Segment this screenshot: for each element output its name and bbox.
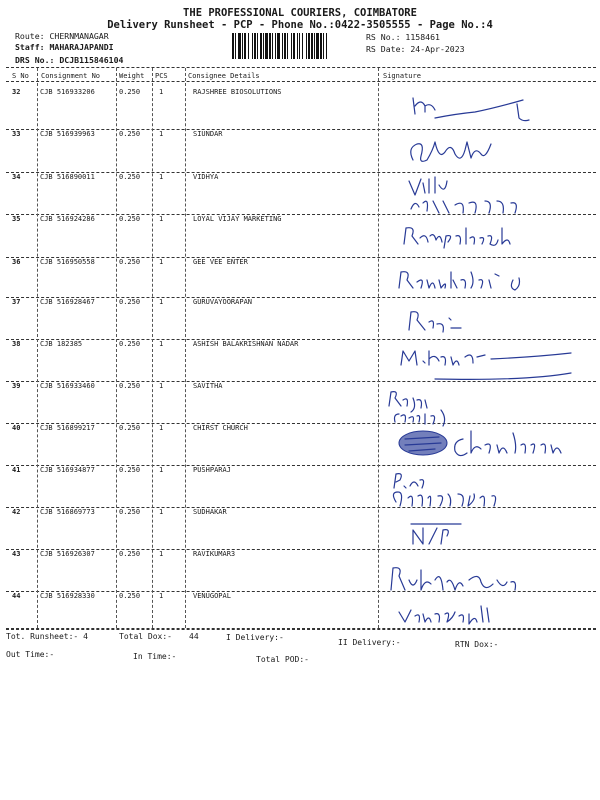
row-consignee-name: VIDHYA bbox=[193, 173, 219, 181]
row-consignee-name: GURUVAYOORAPAN bbox=[193, 298, 253, 306]
row-sno: 32 bbox=[12, 88, 21, 96]
row-consignee-name: SAVITHA bbox=[193, 382, 223, 390]
barcode-bar bbox=[327, 33, 329, 59]
col-header-signature: Signature bbox=[383, 72, 421, 80]
col-header-weight: Weight bbox=[119, 72, 145, 80]
row-pcs: 1 bbox=[159, 424, 164, 432]
column-divider bbox=[37, 68, 38, 628]
row-sno: 35 bbox=[12, 215, 21, 223]
total-dox-label: Total Dox:- bbox=[119, 632, 172, 641]
row-sno: 38 bbox=[12, 340, 21, 348]
row-consignment-no: CJB 516924286 bbox=[40, 215, 95, 223]
row-pcs: 1 bbox=[159, 130, 164, 138]
row-sno: 33 bbox=[12, 130, 21, 138]
barcode-image bbox=[232, 33, 360, 59]
row-pcs: 1 bbox=[159, 508, 164, 516]
row-sno: 39 bbox=[12, 382, 21, 390]
row-weight: 0.250 bbox=[119, 382, 141, 390]
row-sno: 42 bbox=[12, 508, 21, 516]
row-consignee-name: PUSHPARAJ bbox=[193, 466, 231, 474]
row-consignee-name: CHIRST CHURCH bbox=[193, 424, 248, 432]
route-label: Route: CHERNMANAGAR bbox=[15, 31, 109, 41]
row-weight: 0.250 bbox=[119, 340, 141, 348]
signature-row-38 bbox=[395, 343, 575, 385]
signature-row-40 bbox=[395, 425, 575, 465]
signature-row-34 bbox=[405, 173, 525, 215]
row-sno: 37 bbox=[12, 298, 21, 306]
footer-top-rule bbox=[6, 629, 596, 630]
signature-row-41 bbox=[388, 470, 538, 512]
col-header-pcs: PCS bbox=[155, 72, 168, 80]
drs-number: DRS No.: DCJB115846104 bbox=[15, 55, 124, 65]
total-dox-value: 44 bbox=[189, 632, 199, 641]
row-weight: 0.250 bbox=[119, 424, 141, 432]
out-time: Out Time:- bbox=[6, 650, 55, 659]
rtn-dox: RTN Dox:- bbox=[455, 640, 499, 649]
row-sno: 43 bbox=[12, 550, 21, 558]
row-consignment-no: CJB 516928330 bbox=[40, 592, 95, 600]
row-sno: 44 bbox=[12, 592, 21, 600]
row-consignment-no: CJB 516933206 bbox=[40, 88, 95, 96]
row-consignee-name: VENUGOPAL bbox=[193, 592, 231, 600]
signature-row-39 bbox=[385, 388, 485, 428]
row-consignment-no: CJB 182385 bbox=[40, 340, 83, 348]
column-divider bbox=[378, 68, 379, 628]
column-divider bbox=[152, 68, 153, 628]
row-consignee-name: GEE VEE ENTER bbox=[193, 258, 248, 266]
in-time: In Time:- bbox=[133, 652, 177, 661]
company-title: THE PROFESSIONAL COURIERS, COIMBATORE bbox=[183, 7, 417, 19]
column-divider bbox=[116, 68, 117, 628]
signature-row-44 bbox=[395, 600, 505, 626]
rs-date: RS Date: 24-Apr-2023 bbox=[366, 44, 465, 54]
row-pcs: 1 bbox=[159, 215, 164, 223]
row-consignment-no: CJB 516869773 bbox=[40, 508, 95, 516]
row-consignment-no: CJB 516899217 bbox=[40, 424, 95, 432]
row-weight: 0.250 bbox=[119, 130, 141, 138]
signature-row-33 bbox=[405, 130, 505, 170]
staff-label: Staff: MAHARAJAPANDI bbox=[15, 42, 114, 52]
row-pcs: 1 bbox=[159, 173, 164, 181]
row-weight: 0.250 bbox=[119, 466, 141, 474]
row-consignment-no: CJB 516950558 bbox=[40, 258, 95, 266]
signature-row-37 bbox=[405, 308, 465, 334]
row-pcs: 1 bbox=[159, 550, 164, 558]
row-consignee-name: RAJSHREE BIOSOLUTIONS bbox=[193, 88, 282, 96]
row-pcs: 1 bbox=[159, 258, 164, 266]
row-pcs: 1 bbox=[159, 592, 164, 600]
col-header-consignee: Consignee Details bbox=[188, 72, 260, 80]
col-header-consignment: Consignment No bbox=[41, 72, 101, 80]
signature-row-36 bbox=[395, 266, 545, 294]
row-consignment-no: CJB 516939963 bbox=[40, 130, 95, 138]
row-pcs: 1 bbox=[159, 88, 164, 96]
rs-number: RS No.: 1158461 bbox=[366, 32, 440, 42]
row-weight: 0.250 bbox=[119, 173, 141, 181]
header-top-rule bbox=[6, 67, 596, 68]
i-delivery: I Delivery:- bbox=[226, 633, 284, 642]
row-consignee-name: SUDHAKAR bbox=[193, 508, 227, 516]
signature-row-32 bbox=[405, 92, 535, 128]
row-pcs: 1 bbox=[159, 466, 164, 474]
row-consignee-name: LOYAL VIJAY MARKETING bbox=[193, 215, 282, 223]
row-consignee-name: SIUNDAR bbox=[193, 130, 223, 138]
row-sno: 41 bbox=[12, 466, 21, 474]
row-consignee-name: ASHISH BALAKRISHNAN NADAR bbox=[193, 340, 299, 348]
row-consignment-no: CJB 516890011 bbox=[40, 173, 95, 181]
signature-row-43 bbox=[385, 562, 535, 598]
row-pcs: 1 bbox=[159, 298, 164, 306]
row-separator bbox=[6, 339, 596, 340]
row-sno: 36 bbox=[12, 258, 21, 266]
row-consignment-no: CJB 516933460 bbox=[40, 382, 95, 390]
row-weight: 0.250 bbox=[119, 88, 141, 96]
signature-row-42 bbox=[405, 520, 465, 550]
row-pcs: 1 bbox=[159, 340, 164, 348]
row-sno: 40 bbox=[12, 424, 21, 432]
row-consignee-name: RAVIKUMAR3 bbox=[193, 550, 236, 558]
column-divider bbox=[185, 68, 186, 628]
row-sno: 34 bbox=[12, 173, 21, 181]
tot-runsheet: Tot. Runsheet:- 4 bbox=[6, 632, 88, 641]
row-weight: 0.250 bbox=[119, 592, 141, 600]
row-weight: 0.250 bbox=[119, 298, 141, 306]
col-header-sno: S No bbox=[12, 72, 29, 80]
row-consignment-no: CJB 516928467 bbox=[40, 298, 95, 306]
row-consignment-no: CJB 516926307 bbox=[40, 550, 95, 558]
ii-delivery: II Delivery:- bbox=[338, 638, 401, 647]
row-weight: 0.250 bbox=[119, 508, 141, 516]
runsheet-subtitle: Delivery Runsheet - PCP - Phone No.:0422-3505555 - Page No.:4 bbox=[107, 19, 493, 31]
row-pcs: 1 bbox=[159, 382, 164, 390]
row-weight: 0.250 bbox=[119, 550, 141, 558]
row-weight: 0.250 bbox=[119, 258, 141, 266]
total-pod: Total POD:- bbox=[256, 655, 309, 664]
signature-row-35 bbox=[400, 222, 520, 250]
header-bottom-rule bbox=[6, 81, 596, 82]
row-weight: 0.250 bbox=[119, 215, 141, 223]
row-consignment-no: CJB 516934877 bbox=[40, 466, 95, 474]
